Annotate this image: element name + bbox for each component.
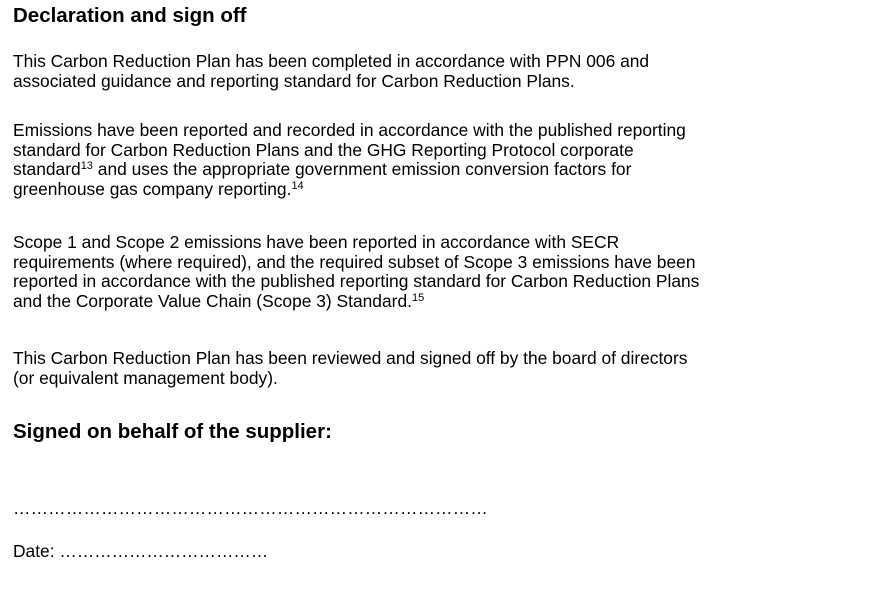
- paragraph-emissions-reporting: [13, 121, 873, 199]
- paragraph-line: standard for Carbon Reduction Plans and the GHG Reporting Protocol corporate: [13, 139, 634, 160]
- paragraph-board-signoff: [13, 349, 873, 388]
- paragraph-scope-emissions: [13, 233, 873, 311]
- footnote-ref-14: 14: [291, 179, 304, 192]
- paragraph-line: and the Corporate Value Chain (Scope 3) Standard.: [13, 290, 412, 311]
- paragraph-line: reported in accordance with the published reporting standard for Carbon Reduction Plans: [13, 271, 700, 292]
- signature-field[interactable]: ………………………………………………………………………: [13, 498, 488, 518]
- paragraph-line: Emissions have been reported and recorded in accordance with the published reporting: [13, 120, 686, 140]
- signed-heading: Signed on behalf of the supplier:: [13, 420, 332, 443]
- paragraph-line: requirements (where required), and the required subset of Scope 3 emissions have been: [13, 251, 696, 272]
- footnote-ref-15: 15: [411, 291, 425, 304]
- paragraph-line: associated guidance and reporting standard for Carbon Reduction Plans.: [13, 70, 575, 91]
- paragraph-completion-statement: [13, 52, 873, 91]
- paragraph-line: greenhouse gas company reporting.: [13, 178, 292, 199]
- date-line: ………………………………: [59, 541, 269, 561]
- paragraph-line: This Carbon Reduction Plan has been reviewed and signed off by the board of directors: [13, 348, 688, 368]
- paragraph-line: (or equivalent management body).: [13, 367, 278, 388]
- date-label: Date:: [13, 541, 55, 561]
- section-heading: Declaration and sign off: [13, 4, 247, 27]
- paragraph-line: and uses the appropriate government emission conversion factors for: [92, 159, 632, 180]
- footnote-ref-13: 13: [80, 160, 93, 173]
- date-field[interactable]: [13, 541, 268, 561]
- paragraph-line: Scope 1 and Scope 2 emissions have been reported in accordance with SECR: [13, 232, 620, 252]
- paragraph-line: standard: [13, 159, 81, 180]
- paragraph-line: This Carbon Reduction Plan has been completed in accordance with PPN 006 and: [13, 51, 650, 71]
